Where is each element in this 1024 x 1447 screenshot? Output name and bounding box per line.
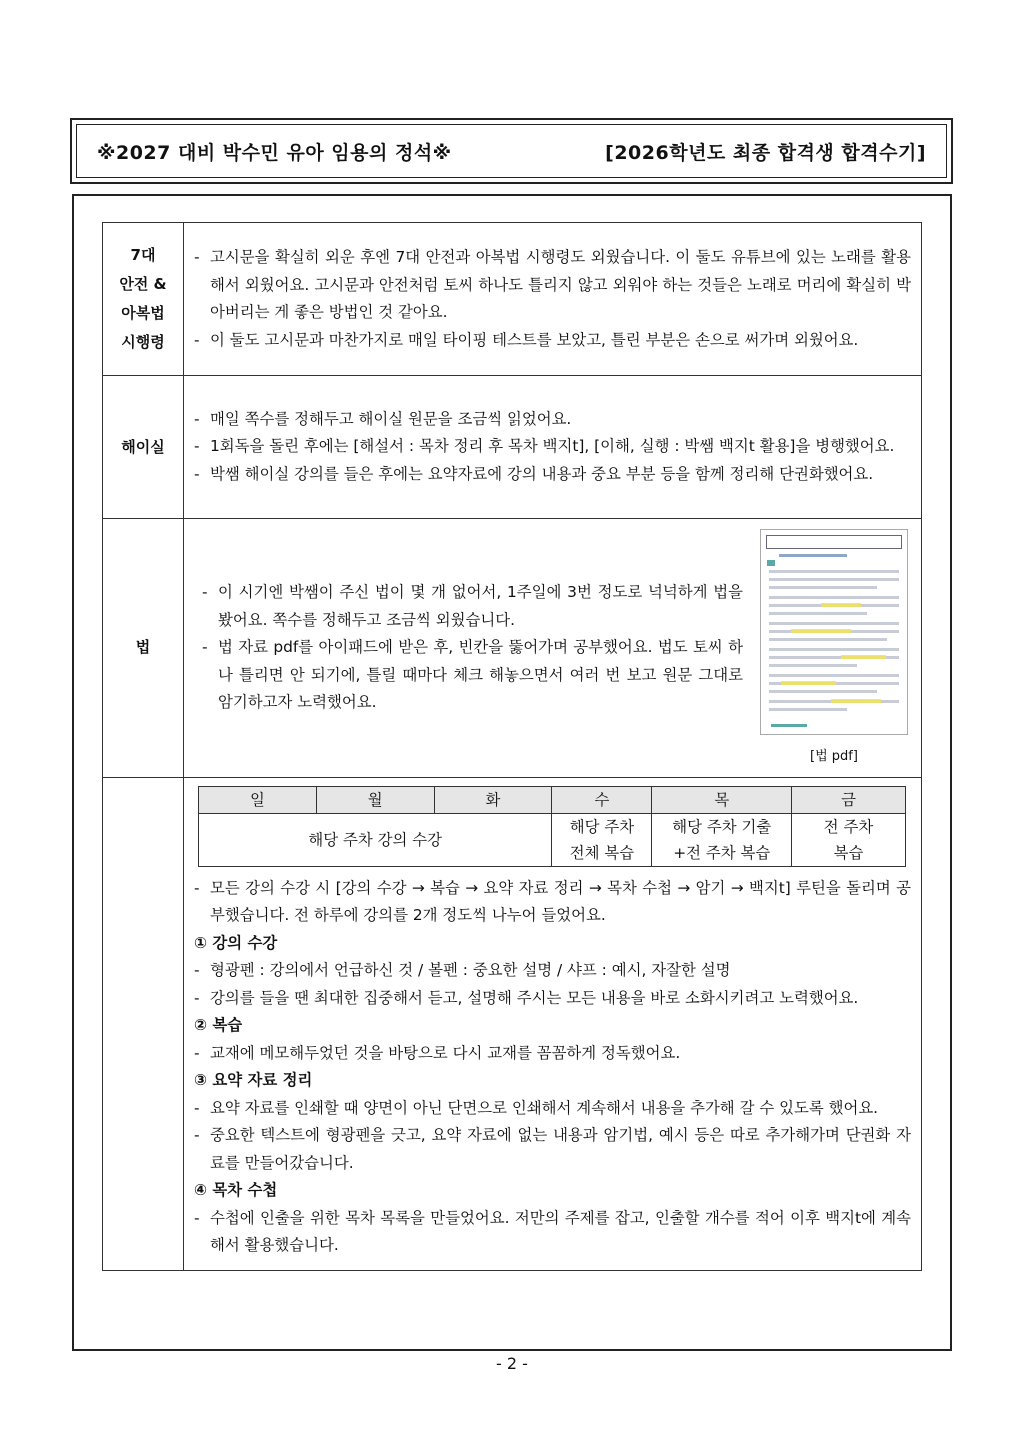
bullet-text: 매일 쪽수를 정해두고 해이실 원문을 조금씩 읽었어요. [210,409,572,428]
bullet-text: 형광펜 : 강의에서 언급하신 것 / 볼펜 : 중요한 설명 / 샤프 : 예시, 자잘한 설명 [210,961,731,979]
row-content [184,777,922,1270]
bullet-text: 수첩에 인출을 위한 목차 목록을 만들었어요. 저만의 주제를 잡고, 인출할 개수를 적어 이후 백지t에 계속해서 활용했습니다. [210,1208,911,1254]
bullet-item: - 고시문을 확실히 외운 후엔 7대 안전과 아복법 시행령도 외웠습니다. 이 둘도 유튜브에 있는 노래를 활용해서 외웠어요. 고시문과 안전처럼 토씨 하나도 틀리지 않고 외워야 하는 것들은 노래로 머리에 확실히 박아버리는 게 좋은 방법인 것 같아요. [194,244,911,327]
bullet-text: 중요한 텍스트에 형광펜을 긋고, 요약 자료에 없는 내용과 암기법, 예시 등은 따로 추가해가며 단권화 자료를 만들어갔습니다. [210,1126,911,1172]
table-row [103,376,922,519]
row-content [184,223,922,376]
row-label-line: 해이실 [121,437,165,456]
schedule-cell-line: 해당 주차 [569,817,635,836]
schedule-day-wed: 수 [552,786,652,813]
document-header [70,118,953,184]
section-heading: ① 강의 수강 [194,933,278,952]
row-label [103,777,184,1270]
bullet-item: - 형광펜 : 강의에서 언급하신 것 / 볼펜 : 중요한 설명 / 샤프 : 예시, 자잘한 설명 [194,957,911,985]
law-pdf-caption: [법 pdf] [810,749,858,764]
schedule-day-fri: 금 [792,786,906,813]
table-row [103,777,922,1270]
section-heading: ④ 목차 수첩 [194,1181,278,1199]
row-label [103,519,184,778]
weekly-schedule [198,786,906,867]
row-label-line: 법 [135,638,151,657]
bullet-item: - 이 둘도 고시문과 마찬가지로 매일 타이핑 테스트를 보았고, 틀린 부분은 손으로 써가며 외웠어요. [194,327,911,355]
study-table [102,222,922,1271]
schedule-cell-line: 전체 복습 [569,843,635,862]
schedule-day-mon: 월 [316,786,434,813]
schedule-cell-line: 전 주차 [823,817,874,836]
page-number: - 2 - [496,1354,528,1373]
bullet-text: 법 자료 pdf를 아이패드에 받은 후, 빈칸을 뚫어가며 공부했어요. 법도 토씨 하나 틀리면 안 되기에, 틀릴 때마다 체크 해놓으면서 여러 번 보고 원문 그대로 암기하고자 노력했어요. [218,638,743,711]
schedule-cell-line: +전 주차 복습 [673,843,771,862]
bullet-text: 1회독을 돌린 후에는 [해설서 : 목차 정리 후 목차 백지t], [이해, 실행 : 박쌤 백지t 활용]을 병행했어요. [210,437,895,456]
law-content [188,525,913,771]
schedule-day-sun: 일 [199,786,317,813]
row-content [184,519,922,778]
document-header-inner [76,124,947,178]
law-text-block [188,579,755,717]
schedule-prev-week-cell [792,813,906,866]
bullet-text: 이 둘도 고시문과 마찬가지로 매일 타이핑 테스트를 보았고, 틀린 부분은 손으로 써가며 외웠어요. [210,330,859,349]
bullet-item: - 법 자료 pdf를 아이패드에 받은 후, 빈칸을 뚫어가며 공부했어요. 법도 토씨 하나 틀리면 안 되기에, 틀릴 때마다 체크 해놓으면서 여러 번 보고 원문 그대로 암기하고자 노력했어요. [202,634,743,717]
bullet-item: - 매일 쪽수를 정해두고 해이실 원문을 조금씩 읽었어요. [194,406,911,434]
bullet-text: 박쌤 해이실 강의를 들은 후에는 요약자료에 강의 내용과 중요 부분 등을 함께 정리해 단권화했어요. [210,464,874,483]
bullet-text: 요약 자료를 인쇄할 때 양면이 아닌 단면으로 인쇄해서 계속해서 내용을 추가해 갈 수 있도록 했어요. [210,1098,879,1117]
bullet-item: - 모든 강의 수강 시 [강의 수강 → 복습 → 요약 자료 정리 → 목차 수첩 → 암기 → 백지t] 루틴을 돌리며 공부했습니다. 전 하루에 강의를 2개 정도씩 나누어 들었어요. [194,875,911,930]
schedule-cell-line: 복습 [833,843,864,862]
bullet-text: 교재에 메모해두었던 것을 바탕으로 다시 교재를 꼼꼼하게 정독했어요. [210,1043,681,1062]
row-label-line: 아복법 [121,304,165,322]
bullet-text: 강의를 들을 땐 최대한 집중해서 듣고, 설명해 주시는 모든 내용을 바로 소화시키려고 노력했어요. [210,988,859,1007]
bullet-item: - 교재에 메모해두었던 것을 바탕으로 다시 교재를 꼼꼼하게 정독했어요. [194,1040,911,1068]
bullet-item: - 강의를 들을 땐 최대한 집중해서 듣고, 설명해 주시는 모든 내용을 바로 소화시키려고 노력했어요. [194,985,911,1013]
section-heading: ② 복습 [194,1016,243,1034]
schedule-lecture-cell: 해당 주차 강의 수강 [199,813,552,866]
bullet-item: - 박쌤 해이실 강의를 들은 후에는 요약자료에 강의 내용과 중요 부분 등을 함께 정리해 단권화했어요. [194,461,911,489]
bullet-item: - 요약 자료를 인쇄할 때 양면이 아닌 단면으로 인쇄해서 계속해서 내용을 추가해 갈 수 있도록 했어요. [194,1095,911,1123]
schedule-day-thu: 목 [652,786,792,813]
row-label-line: 7대 [130,246,156,264]
schedule-cell-line: 해당 주차 기출 [672,817,772,836]
schedule-day-tue: 화 [434,786,552,813]
schedule-past-exam-cell [652,813,792,866]
bullet-item: - 중요한 텍스트에 형광펜을 긋고, 요약 자료에 없는 내용과 암기법, 예시 등은 따로 추가해가며 단권화 자료를 만들어갔습니다. [194,1122,911,1177]
schedule-days-row [199,786,906,813]
bullet-item: - 1회독을 돌린 후에는 [해설서 : 목차 정리 후 목차 백지t], [이해, 실행 : 박쌤 백지t 활용]을 병행했어요. [194,433,911,461]
table-row [103,223,922,376]
row-label [103,376,184,519]
row-label-line: 시행령 [121,333,165,351]
section-heading: ③ 요약 자료 정리 [194,1071,313,1089]
law-pdf-figure [755,525,913,771]
schedule-review-cell [552,813,652,866]
schedule-plan-row [199,813,906,866]
bullet-text: 모든 강의 수강 시 [강의 수강 → 복습 → 요약 자료 정리 → 목차 수첩 → 암기 → 백지t] 루틴을 돌리며 공부했습니다. 전 하루에 강의를 2개 정도씩 나누어 들었어요. [210,878,911,924]
header-left-title: ※2027 대비 박수민 유아 임용의 정석※ [97,141,452,164]
table-row [103,519,922,778]
bullet-text: 이 시기엔 박쌤이 주신 법이 몇 개 없어서, 1주일에 3번 정도로 넉넉하게 법을 봤어요. 쪽수를 정해두고 조금씩 외웠습니다. [218,583,743,629]
bullet-item: - 수첩에 인출을 위한 목차 목록을 만들었어요. 저만의 주제를 잡고, 인출할 개수를 적어 이후 백지t에 계속해서 활용했습니다. [194,1205,911,1260]
bullet-text: 고시문을 확실히 외운 후엔 7대 안전과 아복법 시행령도 외웠습니다. 이 둘도 유튜브에 있는 노래를 활용해서 외웠어요. 고시문과 안전처럼 토씨 하나도 틀리지 않고 외워야 하는 것들은 노래로 머리에 확실히 박아버리는 게 좋은 방법인 것 같아요. [210,248,911,321]
row-label-line: 안전 & [119,275,167,293]
law-pdf-thumbnail [760,529,908,735]
row-content [184,376,922,519]
header-right-title: [2026학년도 최종 합격생 합격수기] [605,141,926,164]
row-label [103,223,184,376]
bullet-item: - 이 시기엔 박쌤이 주신 법이 몇 개 없어서, 1주일에 3번 정도로 넉넉하게 법을 봤어요. 쪽수를 정해두고 조금씩 외웠습니다. [202,579,743,634]
